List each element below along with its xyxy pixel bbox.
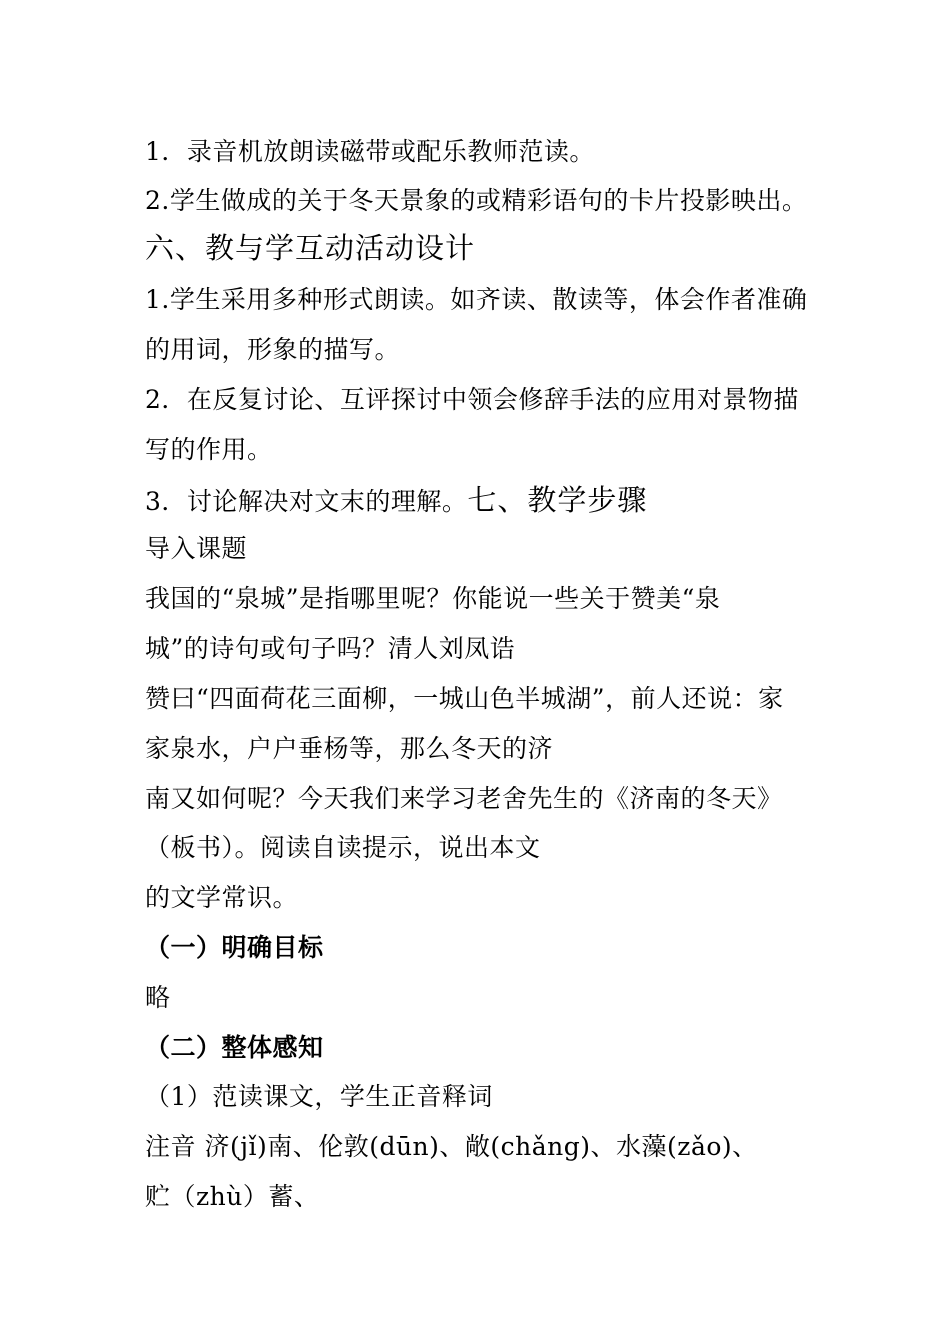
- subheading-perception: （二）整体感知: [145, 1033, 324, 1062]
- text-line-18: 贮（zhù）蓄、: [145, 1182, 320, 1211]
- text-line-7: [145, 483, 647, 519]
- text-line-12: 南又如何呢？今天我们来学习老舍先生的《济南的冬天》: [145, 784, 783, 813]
- text-line-6: 写的作用。: [145, 435, 273, 464]
- text-line-14: 的文学常识。: [145, 883, 299, 912]
- text-line-10: 赞曰“四面荷花三面柳，一城山色半城湖”，前人还说：家: [145, 684, 784, 713]
- text-line-3: 1.学生采用多种形式朗读。如齐读、散读等，体会作者准确: [145, 285, 808, 314]
- text-line-17: 注音 济(jǐ)南、伦敦(dūn)、敞(chǎng)、水藻(zǎo)、: [145, 1132, 758, 1161]
- text-line-16: （1）范读课文，学生正音释词: [145, 1082, 493, 1111]
- section-heading-7: 七、教学步骤: [467, 483, 648, 517]
- text-line-2: 2.学生做成的关于冬天景象的或精彩语句的卡片投影映出。: [145, 186, 808, 215]
- text-line-9: 城”的诗句或句子吗？清人刘凤诰: [145, 634, 516, 663]
- text-line-1: 1．录音机放朗读磁带或配乐教师范读。: [145, 137, 595, 166]
- section-heading-6: 六、教与学互动活动设计: [145, 231, 476, 265]
- subheading-goals: （一）明确目标: [145, 933, 324, 962]
- text-line-5: 2．在反复讨论、互评探讨中领会修辞手法的应用对景物描: [145, 385, 799, 414]
- text-line-4: 的用词，形象的描写。: [145, 335, 401, 364]
- subheading-intro: 导入课题: [145, 534, 248, 563]
- text-line-11: 家泉水，户户垂杨等，那么冬天的济: [145, 734, 554, 763]
- text-line-13: （板书）。阅读自读提示，说出本文: [145, 833, 541, 862]
- text-line-8: 我国的“泉城”是指哪里呢？你能说一些关于赞美“泉: [145, 584, 721, 613]
- text-line-15: 略: [145, 983, 171, 1012]
- text-line-7-body: 3．讨论解决对文末的理解。: [145, 487, 468, 516]
